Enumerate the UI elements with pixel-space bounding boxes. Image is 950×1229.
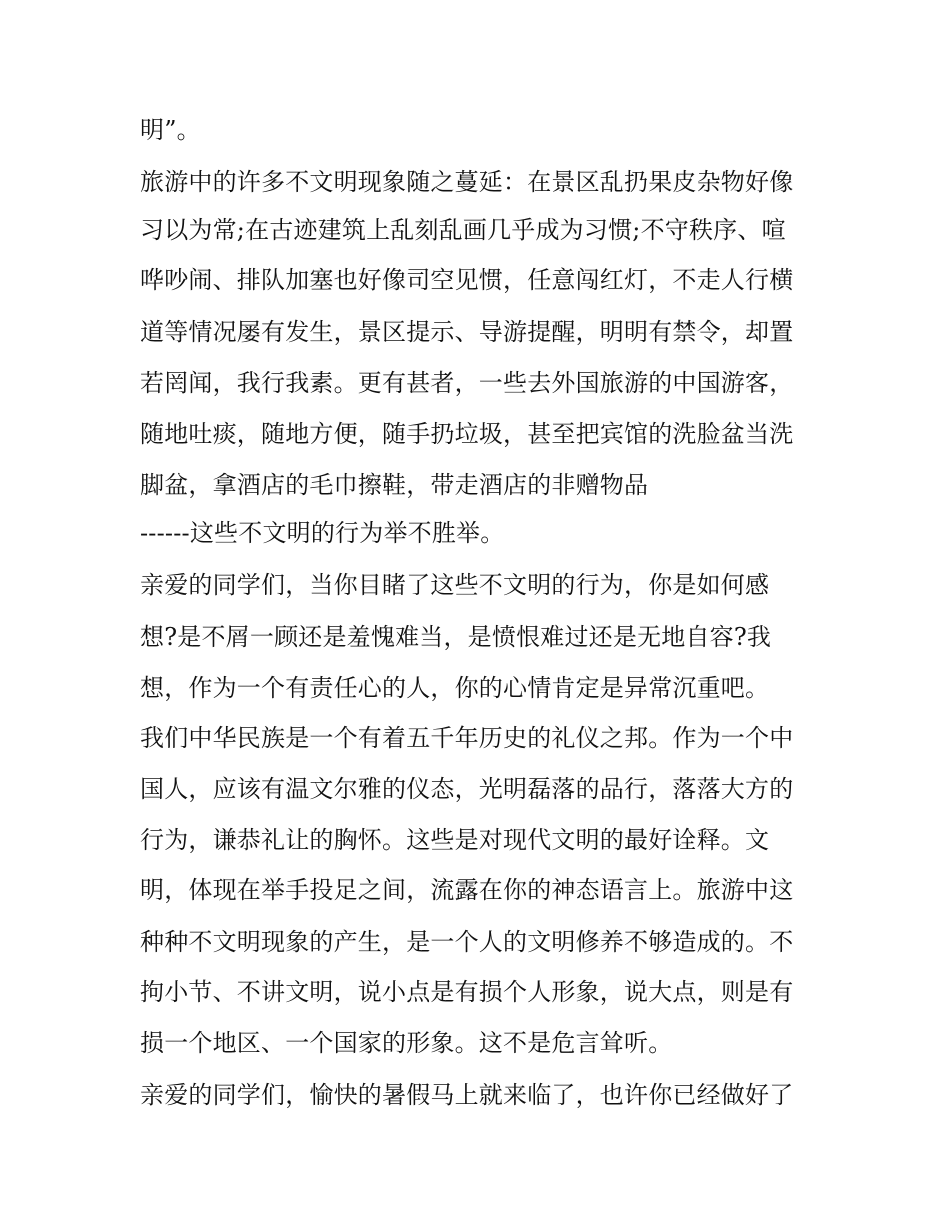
text-line: 随地吐痰，随地方便，随手扔垃圾，甚至把宾馆的洗脸盆当洗 xyxy=(140,420,794,448)
text-line: 习以为常;在古迹建筑上乱刻乱画几乎成为习惯;不守秩序、喧 xyxy=(140,216,786,244)
text-line: 想?是不屑一顾还是羞愧难当，是愤恨难过还是无地自容?我 xyxy=(140,623,772,651)
text-line: 国人，应该有温文尔雅的仪态，光明磊落的品行，落落大方的 xyxy=(140,775,794,803)
text-line: 哗吵闹、排队加塞也好像司空见惯，任意闯红灯，不走人行横 xyxy=(140,266,794,294)
text-line: 行为，谦恭礼让的胸怀。这些是对现代文明的最好诠释。文 xyxy=(140,826,770,854)
text-line: 亲爱的同学们，当你目睹了这些不文明的行为，你是如何感 xyxy=(140,571,770,599)
text-line: 我们中华民族是一个有着五千年历史的礼仪之邦。作为一个中 xyxy=(140,724,794,752)
text-line: 明，体现在举手投足之间，流露在你的神态语言上。旅游中这 xyxy=(140,876,794,904)
text-line: 种种不文明现象的产生，是一个人的文明修养不够造成的。不 xyxy=(140,928,794,956)
text-line: 明”。 xyxy=(140,116,201,144)
text-line: 若罔闻，我行我素。更有甚者，一些去外国旅游的中国游客， xyxy=(140,369,794,397)
text-line: 道等情况屡有发生，景区提示、导游提醒，明明有禁令，却置 xyxy=(140,318,794,346)
text-line: 想，作为一个有责任心的人，你的心情肯定是异常沉重吧。 xyxy=(140,674,770,702)
text-line: 拘小节、不讲文明，说小点是有损个人形象，说大点，则是有 xyxy=(140,978,794,1006)
text-line: 旅游中的许多不文明现象随之蔓延：在景区乱扔果皮杂物好像 xyxy=(140,168,794,196)
text-line: 亲爱的同学们，愉快的暑假马上就来临了，也许你已经做好了 xyxy=(140,1081,794,1109)
text-line: 脚盆，拿酒店的毛巾擦鞋，带走酒店的非赠物品 xyxy=(140,471,649,499)
text-line: ------这些不文明的行为举不胜举。 xyxy=(140,519,505,547)
text-line: 损一个地区、一个国家的形象。这不是危言耸听。 xyxy=(140,1029,673,1057)
